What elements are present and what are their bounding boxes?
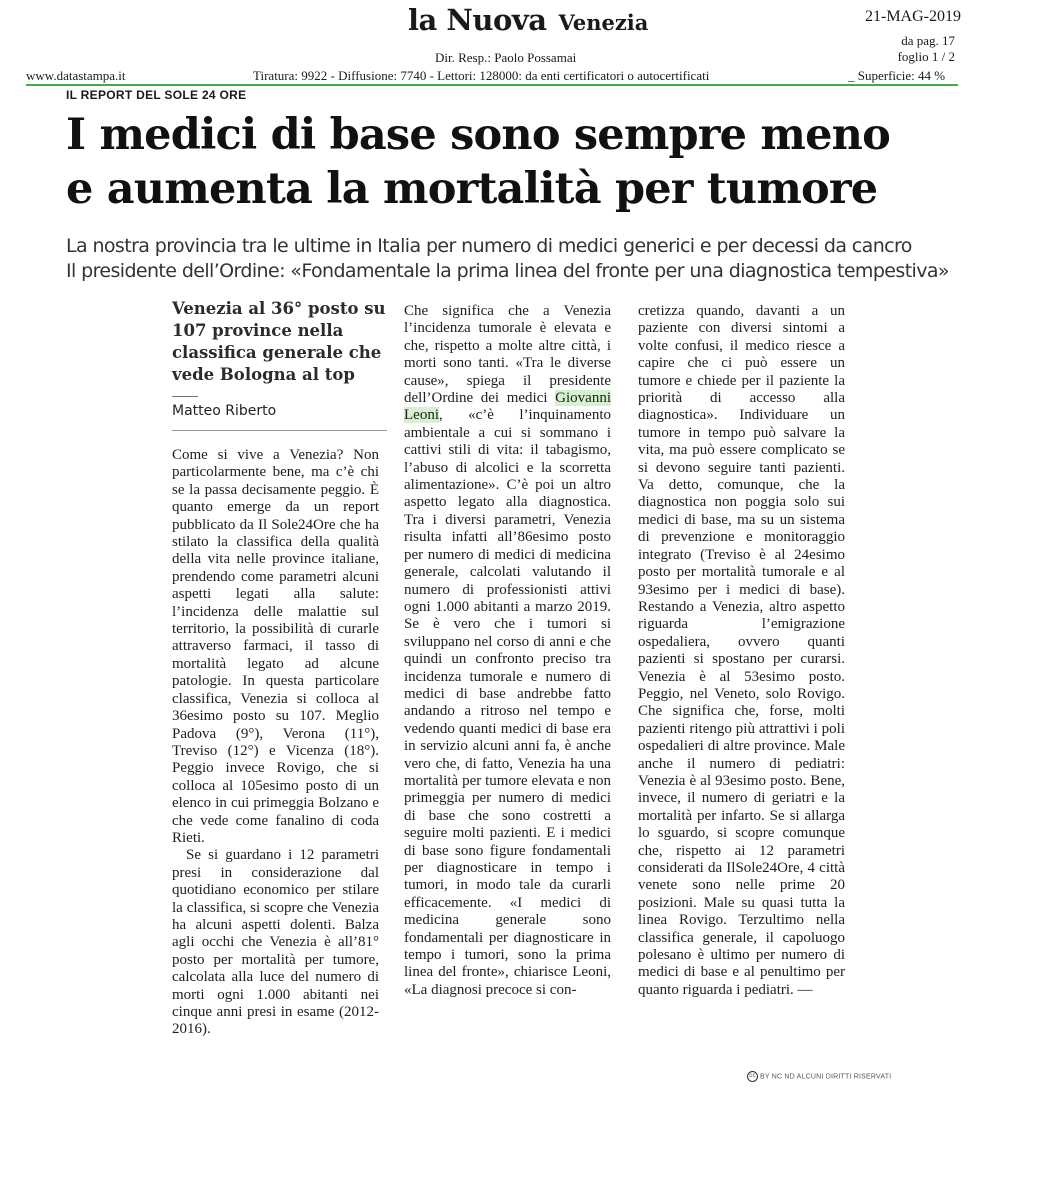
article-column-1 [172, 447, 379, 1039]
copyright-text: BY NC ND ALCUNI DIRITTI RISERVATI [760, 1073, 892, 1081]
circulation-info: Tiratura: 9922 - Diffusione: 7740 - Lettori: 128000: da enti certificatori o autocertificati [253, 68, 710, 83]
sheet-number: foglio 1 / 2 [897, 49, 955, 64]
section-label: IL REPORT DEL SOLE 24 ORE [66, 88, 247, 102]
article-column-3 [638, 303, 845, 999]
publication-date: 21-MAG-2019 [865, 8, 961, 25]
article-column-2 [404, 303, 611, 999]
subheadline-line-1: La nostra provincia tra le ultime in Italia per numero di medici generici e per decessi da cancro [66, 235, 912, 257]
director-line: Dir. Resp.: Paolo Possamai [435, 50, 577, 65]
surface-info: _ Superficie: 44 % [848, 68, 946, 83]
headline [66, 108, 890, 216]
byline-rule [172, 430, 387, 431]
kicker-rule [172, 396, 198, 397]
copyright-notice [747, 1071, 891, 1082]
newspaper-edition: Venezia [558, 10, 649, 35]
highlighted-name: Giovanni Leoni [404, 390, 611, 424]
text-run: , «c’è l’inquinamento ambientale a cui si sommano i cattivi stili di vita: il tabagismo, l’abuso di alcolici e la scorretta alimentazione». C’è poi un altro aspetto legato alla diagnostica. Tra i diversi parametri, Venezia risulta infatti all’86esimo posto per numero di medici di medicina generale, calcolati valutando il numero di professionisti attivi ogni 1.000 abitanti a marzo 2019. Se è vero che i tumori si sviluppano nel corso di anni e che quindi un confronto preciso tra incidenza tumorale e numero di medici di base andrebbe fatto andando a ritroso nel tempo e vedendo quanti medici di base era in servizio alcuni anni fa, è anche vero che, di fatto, Venezia ha una mortalità per tumore elevata e non primeggia per numero di medici di base che sono costretti a seguire molti pazienti. E i medici di base sono figure fondamentali per diagnosticare in tempo i tumori, in modo tale da curarli efficacemente. «I medici di medicina generale sono fondamentali per diagnosticare in tempo i tumori, sono la prima linea del fronte», chiarisce Leoni, «La diagnosi precoce si con- [404, 407, 611, 998]
paragraph [404, 303, 611, 999]
headline-line-1: I medici di base sono sempre meno [66, 110, 890, 160]
page-info [898, 33, 955, 65]
paragraph: Se si guardano i 12 parametri presi in considerazione dal quotidiano economico per stilare la classifica, si scopre che Venezia ha alcuni aspetti dolenti. Balza agli occhi che Venezia è all’81° posto per mortalità per tumore, calcolata alla luce del numero di morti ogni 1.000 abitanti nei cinque anni presi in esame (2012-2016). [172, 847, 379, 1038]
page-number: da pag. 17 [901, 33, 955, 48]
paragraph: Come si vive a Venezia? Non particolarmente bene, ma c’è chi se la passa decisamente peggio. È quanto emerge da un report pubblicato da Il Sole24Ore che ha stilato la classifica della qualità della vita nelle province italiane, prendendo come parametri alcuni aspetti legati alla salute: l’incidenza delle malattie sul territorio, la possibilità di curarle attraverso farmaci, il tasso di mortalità legato ad alcune patologie. In questa particolare classifica, Venezia si colloca al 36esimo posto su 107. Meglio Padova (9°), Verona (11°), Treviso (12°) e Vicenza (18°). Peggio invece Rovigo, che si colloca al 105esimo posto di un elenco in cui primeggia Bolzano e che vede come fanalino di coda Rieti. [172, 447, 379, 846]
text-run: Che significa che a Venezia l’incidenza tumorale è elevata e che, rispetto a molte altre città, i morti sono tanti. «Tra le diverse cause», spiega il presidente dell’Ordine dei medici [404, 303, 611, 407]
masthead [408, 3, 648, 37]
creative-commons-icon: cc [747, 1071, 758, 1082]
subheadline [66, 234, 949, 284]
header-divider [26, 84, 958, 86]
paragraph: cretizza quando, davanti a un paziente con diversi sintomi a volte confusi, il medico riesce a capire che ci può essere un tumore e chiede per il paziente la priorità di accesso alla diagnostica». Individuare un tumore in tempo può salvare la vita, ma può essere complicato se si devono seguire tanti pazienti. Va detto, comunque, che la diagnostica non poggia solo sui medici di base, ma su un sistema di prevenzione e monitoraggio integrato (Treviso è al 24esimo posto per mortalità tumorale e al 93esimo per i medici di base). Restando a Venezia, altro aspetto riguarda l’emigrazione ospedaliera, ovvero quanti pazienti si spostano per curarsi. Venezia è al 53esimo posto. Peggio, nel Veneto, solo Rovigo. Che significa che, forse, molti pazienti ritengo più attrattivi i poli ospedalieri di altre province. Male anche il numero di pediatri: Venezia è al 93esimo posto. Bene, invece, il numero di geriatri e la mortalità per infarto. Se si allarga lo sguardo, si scopre comunque che, rispetto ai 12 parametri considerati da IlSole24Ore, 4 città venete sono nelle prime 20 posizioni. Male su quasi tutta la linea Rovigo. Terzultimo nella classifica generale, il capoluogo polesano è ultimo per numero di medici di base e al penultimo per quanto riguarda i pediatri. — [638, 303, 845, 998]
source-website[interactable]: www.datastampa.it [26, 68, 126, 83]
kicker: Venezia al 36° posto su 107 province nella classifica generale che vede Bologna al top [172, 299, 386, 384]
headline-line-2: e aumenta la mortalità per tumore [66, 164, 878, 214]
subheadline-line-2: Il presidente dell’Ordine: «Fondamentale la prima linea del fronte per una diagnostica tempestiva» [66, 260, 949, 282]
newspaper-name: la Nuova [408, 3, 547, 37]
byline: Matteo Riberto [172, 403, 277, 419]
